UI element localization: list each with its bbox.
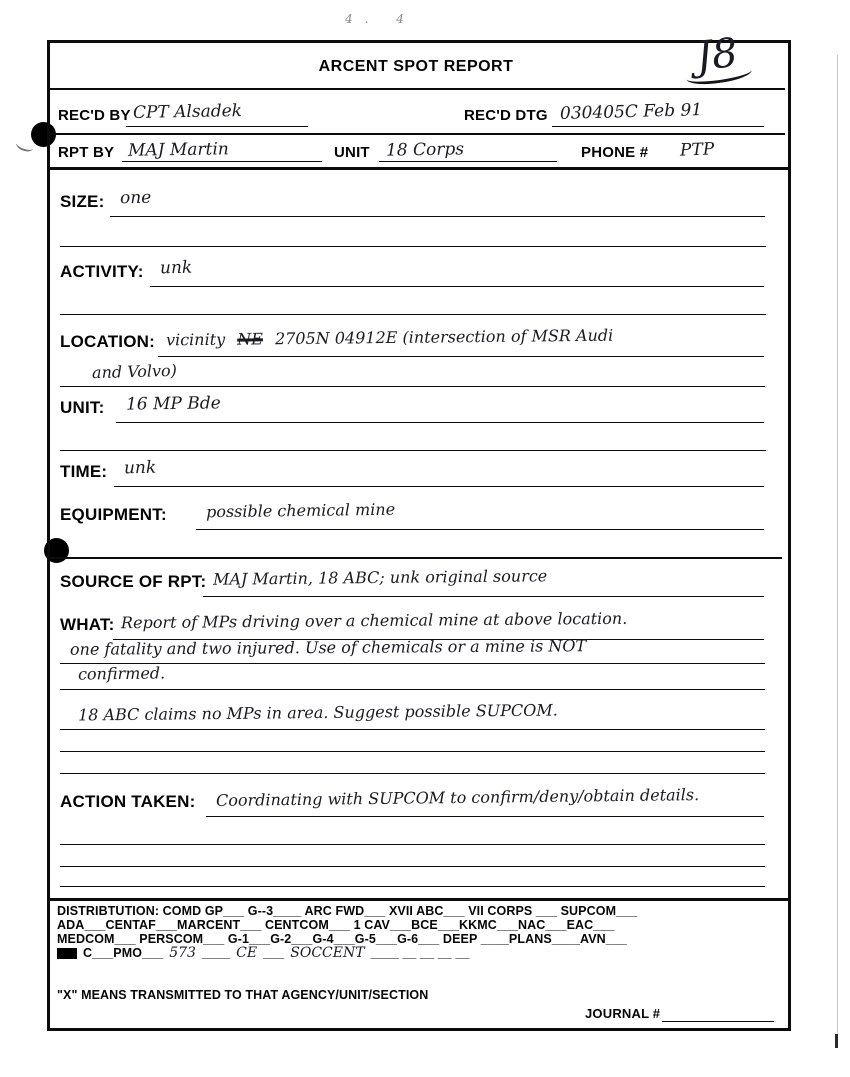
journal-number-label: JOURNAL # [585,1006,661,1021]
source-rule [203,596,764,597]
size-label: SIZE: [60,192,105,211]
what-line2: one fatality and two injured. Use of chemicals or a mine is NOT [69,636,587,659]
recd-by-label: REC'D BY [58,107,131,124]
unit-header-value: 18 Corps [385,139,465,161]
equipment-rule [196,529,764,530]
unit-header-underline [379,161,557,162]
location-value-line2: and Volvo) [91,360,178,383]
time-value: unk [123,457,157,479]
transmitted-note: "X" MEANS TRANSMITTED TO THAT AGENCY/UNIT/SECTION [57,988,429,1002]
location-rule-2 [60,386,765,387]
time-label: TIME: [60,462,108,481]
blank-rule [60,866,765,867]
blank-rule [60,844,765,845]
distribution-hw-soccent: SOCCENT [290,945,365,961]
rpt-by-value: MAJ Martin [127,139,229,161]
distribution-line-1: DISTRIBTUTION: COMD GP___ G--3____ ARC FWD___ XVII ABC___ VII CORPS ___ SUPCOM___ [57,904,638,918]
header-row-divider [47,133,785,135]
distribution-line-4 [57,945,470,961]
journal-number-underline [662,1021,774,1022]
source-value: MAJ Martin, 18 ABC; unk original source [212,566,548,589]
unit-label: UNIT: [60,398,105,417]
phone-value: PTP [679,139,715,161]
scan-edge-mark [835,1034,838,1048]
distribution-line-4-printed: C___PMO___ [83,946,164,960]
section-divider [50,557,782,559]
unit-rule [116,422,764,423]
location-label: LOCATION: [60,332,155,351]
form-title: ARCENT SPOT REPORT [318,58,514,75]
unit-header-label: UNIT [334,144,370,161]
distribution-sep-1: ____ [201,946,231,960]
blank-rule [60,773,765,774]
distribution-hw-ce: CE [236,945,258,961]
location-rule-1 [158,356,764,357]
distribution-hw-573: 573 [169,945,196,961]
phone-label: PHONE # [581,144,649,161]
distribution-top-border [47,898,785,901]
what-line3: confirmed. [77,663,166,684]
what-rule-3 [60,689,765,690]
action-rule [206,816,764,817]
recd-dtg-underline [552,126,764,127]
recd-dtg-label: REC'D DTG [464,107,548,124]
what-rule-4 [60,729,765,730]
location-struck-text: NE [237,329,264,349]
distribution-line-3: MEDCOM___ PERSCOM___ G-1___G-2___G-4___G-5___G-6___ DEEP ____PLANS____AVN___ [57,932,627,946]
action-taken-label: ACTION TAKEN: [60,792,196,811]
rpt-by-underline [122,161,322,162]
what-label: WHAT: [60,615,115,634]
blank-rule [60,314,766,315]
blank-rule [60,246,766,247]
unit-value: 16 MP Bde [125,393,221,415]
distribution-trailing-blanks: ____ __ __ __ __ [370,946,470,960]
rpt-by-label: RPT BY [58,144,115,161]
what-line1: Report of MPs driving over a chemical mine at above location. [120,608,628,633]
recd-by-underline [126,126,308,127]
recd-by-value: CPT Alsadek [132,101,243,123]
activity-label: ACTIVITY: [60,262,144,281]
size-rule [110,216,765,217]
equipment-value: possible chemical mine [205,499,396,522]
location-post: 2705N 04912E (intersection of MSR Audi [274,325,614,349]
blank-rule [60,450,766,451]
handwritten-corner-mark: J8 [693,29,740,81]
activity-rule [150,286,764,287]
title-divider [47,88,785,90]
what-line4: 18 ABC claims no MPs in area. Suggest possible SUPCOM. [77,700,558,725]
action-taken-value: Coordinating with SUPCOM to confirm/deny/obtain details. [215,785,700,810]
size-value: one [119,187,152,209]
what-rule-2 [60,663,765,664]
source-label: SOURCE OF RPT: [60,572,207,591]
blank-rule [60,751,765,752]
time-rule [114,486,764,487]
distribution-line-2: ADA___CENTAF___MARCENT___ CENTCOM___ 1 CAV___BCE___KKMC___NAC___EAC___ [57,918,615,932]
recd-dtg-value: 030405C Feb 91 [559,100,703,124]
redaction-blob [57,948,77,959]
distribution-sep-2: ___ [263,946,285,960]
activity-value: unk [159,257,193,279]
location-pre: vicinity [165,329,226,350]
scan-edge-line [837,55,838,1040]
equipment-label: EQUIPMENT: [60,505,167,524]
scan-pencil-mark: 4. 4 [345,12,416,26]
blank-rule [60,886,765,887]
